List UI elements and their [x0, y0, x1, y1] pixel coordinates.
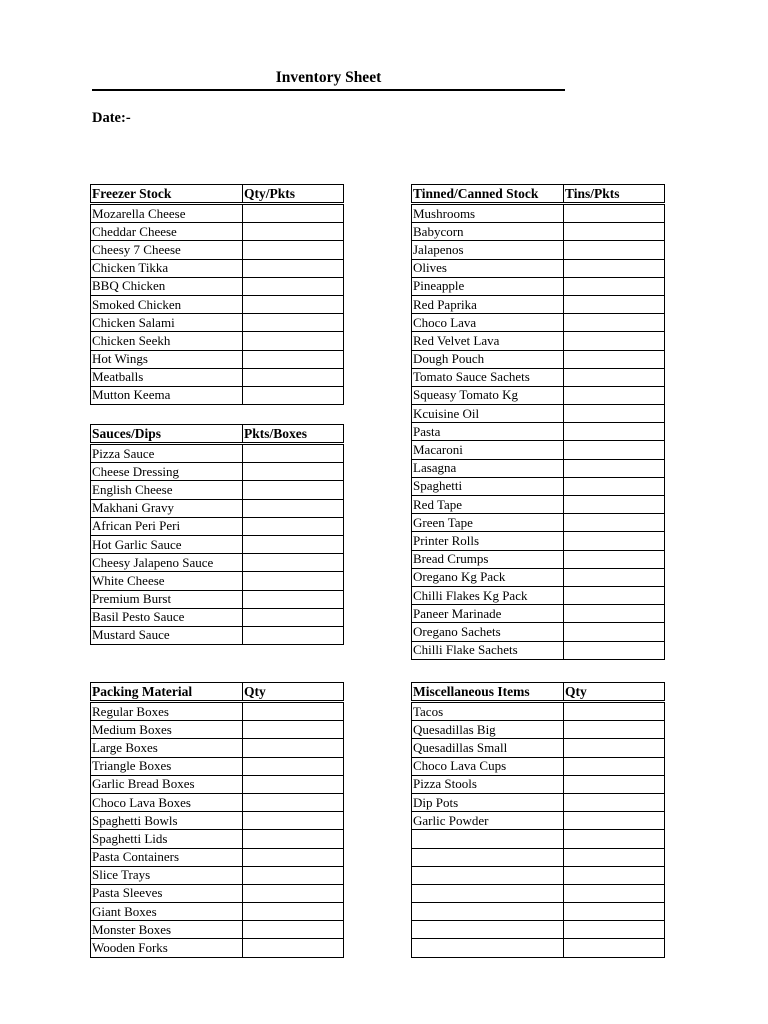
item-name-cell: Cheese Dressing [91, 463, 243, 481]
qty-cell[interactable] [564, 314, 665, 332]
misc-qty-header: Qty [564, 683, 665, 702]
table-row [412, 939, 665, 957]
item-name-cell [412, 848, 564, 866]
qty-cell[interactable] [564, 477, 665, 495]
item-name-cell: Dough Pouch [412, 350, 564, 368]
qty-cell[interactable] [243, 223, 344, 241]
table-row [412, 830, 665, 848]
table-row [91, 757, 344, 775]
qty-cell[interactable] [564, 405, 665, 423]
table-row [412, 884, 665, 902]
table-row [412, 423, 665, 441]
table-row [412, 368, 665, 386]
table-row [412, 721, 665, 739]
qty-cell[interactable] [243, 554, 344, 572]
qty-cell[interactable] [243, 350, 344, 368]
qty-cell[interactable] [564, 739, 665, 757]
item-name-cell [412, 903, 564, 921]
item-name-cell: Dip Pots [412, 793, 564, 811]
table-row [91, 721, 344, 739]
qty-cell[interactable] [243, 626, 344, 644]
table-row [91, 903, 344, 921]
item-name-cell: Pasta Sleeves [91, 884, 243, 902]
sauces-dips-header: Sauces/Dips [91, 425, 243, 444]
table-row [412, 848, 665, 866]
item-name-cell [412, 866, 564, 884]
item-name-cell: White Cheese [91, 572, 243, 590]
item-name-cell: Jalapenos [412, 241, 564, 259]
item-name-cell: BBQ Chicken [91, 277, 243, 295]
sauces-dips-table [90, 424, 344, 645]
qty-cell[interactable] [564, 884, 665, 902]
qty-cell[interactable] [243, 903, 344, 921]
qty-cell[interactable] [243, 866, 344, 884]
item-name-cell [412, 830, 564, 848]
table-row [91, 626, 344, 644]
sauces-qty-header: Pkts/Boxes [243, 425, 344, 444]
item-name-cell [412, 939, 564, 957]
table-row [412, 793, 665, 811]
qty-cell[interactable] [564, 721, 665, 739]
table-row [412, 350, 665, 368]
table-row [412, 514, 665, 532]
item-name-cell: Chilli Flakes Kg Pack [412, 586, 564, 604]
item-name-cell: Spaghetti Bowls [91, 812, 243, 830]
qty-cell[interactable] [564, 241, 665, 259]
table-row [91, 223, 344, 241]
table-row [412, 332, 665, 350]
table-row [412, 477, 665, 495]
table-row [412, 641, 665, 659]
item-name-cell: Premium Burst [91, 590, 243, 608]
qty-cell[interactable] [243, 241, 344, 259]
freezer-stock-header: Freezer Stock [91, 185, 243, 204]
table-row [412, 295, 665, 313]
qty-cell[interactable] [243, 204, 344, 223]
qty-cell[interactable] [243, 277, 344, 295]
table-row [91, 702, 344, 721]
item-name-cell: Green Tape [412, 514, 564, 532]
table-row [412, 775, 665, 793]
table-row [412, 568, 665, 586]
qty-cell[interactable] [564, 586, 665, 604]
table-row [91, 350, 344, 368]
table-row [412, 532, 665, 550]
table-row [91, 866, 344, 884]
table-row [91, 775, 344, 793]
table-row [91, 812, 344, 830]
item-name-cell: Pasta Containers [91, 848, 243, 866]
table-row [412, 259, 665, 277]
qty-cell[interactable] [243, 295, 344, 313]
miscellaneous-items-table [411, 682, 665, 958]
item-name-cell: Babycorn [412, 223, 564, 241]
qty-cell[interactable] [243, 481, 344, 499]
table-row [91, 590, 344, 608]
item-name-cell: Macaroni [412, 441, 564, 459]
freezer-qty-header: Qty/Pkts [243, 185, 344, 204]
table-row [91, 830, 344, 848]
item-name-cell: Mutton Keema [91, 386, 243, 404]
item-name-cell: Choco Lava [412, 314, 564, 332]
qty-cell[interactable] [243, 939, 344, 957]
qty-cell[interactable] [564, 496, 665, 514]
qty-cell[interactable] [243, 314, 344, 332]
table-row [412, 314, 665, 332]
item-name-cell: Hot Garlic Sauce [91, 535, 243, 553]
page-title: Inventory Sheet [92, 68, 565, 91]
table-row [412, 903, 665, 921]
qty-cell[interactable] [564, 830, 665, 848]
table-row [412, 605, 665, 623]
item-name-cell: Regular Boxes [91, 702, 243, 721]
table-row [412, 812, 665, 830]
tinned-canned-header: Tinned/Canned Stock [412, 185, 564, 204]
table-row [412, 550, 665, 568]
item-name-cell: Cheesy 7 Cheese [91, 241, 243, 259]
qty-cell[interactable] [564, 423, 665, 441]
table-row [412, 866, 665, 884]
table-row [91, 884, 344, 902]
qty-cell[interactable] [243, 608, 344, 626]
table-row [91, 277, 344, 295]
tinned-canned-table [411, 184, 665, 660]
table-row [91, 386, 344, 404]
table-row [91, 204, 344, 223]
table-row [412, 496, 665, 514]
qty-cell[interactable] [564, 812, 665, 830]
table-row [412, 459, 665, 477]
qty-cell[interactable] [564, 605, 665, 623]
table-row [91, 739, 344, 757]
item-name-cell: English Cheese [91, 481, 243, 499]
table-row [91, 848, 344, 866]
item-name-cell: Chicken Tikka [91, 259, 243, 277]
qty-cell[interactable] [564, 368, 665, 386]
table-row [412, 586, 665, 604]
item-name-cell: Medium Boxes [91, 721, 243, 739]
item-name-cell: Makhani Gravy [91, 499, 243, 517]
qty-cell[interactable] [243, 702, 344, 721]
item-name-cell: Tomato Sauce Sachets [412, 368, 564, 386]
item-name-cell: Printer Rolls [412, 532, 564, 550]
qty-cell[interactable] [564, 702, 665, 721]
qty-cell[interactable] [564, 921, 665, 939]
qty-cell[interactable] [243, 368, 344, 386]
qty-cell[interactable] [564, 641, 665, 659]
table-row [412, 277, 665, 295]
table-row [91, 517, 344, 535]
date-label: Date:- [92, 110, 131, 126]
qty-cell[interactable] [243, 812, 344, 830]
item-name-cell: Hot Wings [91, 350, 243, 368]
item-name-cell: Red Paprika [412, 295, 564, 313]
qty-cell[interactable] [564, 532, 665, 550]
table-row [91, 608, 344, 626]
item-name-cell: Choco Lava Cups [412, 757, 564, 775]
qty-cell[interactable] [564, 441, 665, 459]
qty-cell[interactable] [564, 757, 665, 775]
item-name-cell: Slice Trays [91, 866, 243, 884]
table-row [412, 921, 665, 939]
table-row [412, 623, 665, 641]
item-name-cell: Red Tape [412, 496, 564, 514]
qty-cell[interactable] [243, 793, 344, 811]
item-name-cell: Lasagna [412, 459, 564, 477]
qty-cell[interactable] [564, 903, 665, 921]
qty-cell[interactable] [243, 444, 344, 463]
qty-cell[interactable] [243, 830, 344, 848]
item-name-cell: African Peri Peri [91, 517, 243, 535]
packing-material-table [90, 682, 344, 958]
item-name-cell: Mozarella Cheese [91, 204, 243, 223]
table-row [412, 405, 665, 423]
table-row [91, 793, 344, 811]
table-row [91, 241, 344, 259]
item-name-cell: Bread Crumps [412, 550, 564, 568]
item-name-cell: Meatballs [91, 368, 243, 386]
item-name-cell: Pizza Sauce [91, 444, 243, 463]
qty-cell[interactable] [564, 550, 665, 568]
table-row [412, 739, 665, 757]
qty-cell[interactable] [564, 775, 665, 793]
qty-cell[interactable] [243, 590, 344, 608]
item-name-cell: Giant Boxes [91, 903, 243, 921]
item-name-cell: Smoked Chicken [91, 295, 243, 313]
table-row [412, 204, 665, 223]
table-row [91, 314, 344, 332]
table-row [412, 757, 665, 775]
qty-cell[interactable] [564, 223, 665, 241]
qty-cell[interactable] [564, 204, 665, 223]
table-row [91, 444, 344, 463]
qty-cell[interactable] [243, 386, 344, 404]
freezer-stock-table [90, 184, 344, 405]
table-row [91, 481, 344, 499]
qty-cell[interactable] [243, 535, 344, 553]
item-name-cell: Quesadillas Big [412, 721, 564, 739]
qty-cell[interactable] [243, 775, 344, 793]
table-row [91, 572, 344, 590]
table-row [91, 295, 344, 313]
qty-cell[interactable] [564, 295, 665, 313]
qty-cell[interactable] [243, 884, 344, 902]
packing-material-header: Packing Material [91, 683, 243, 702]
table-row [91, 499, 344, 517]
qty-cell[interactable] [564, 350, 665, 368]
qty-cell[interactable] [564, 514, 665, 532]
tinned-qty-header: Tins/Pkts [564, 185, 665, 204]
qty-cell[interactable] [243, 259, 344, 277]
qty-cell[interactable] [564, 623, 665, 641]
item-name-cell: Pizza Stools [412, 775, 564, 793]
qty-cell[interactable] [243, 572, 344, 590]
item-name-cell: Basil Pesto Sauce [91, 608, 243, 626]
packing-qty-header: Qty [243, 683, 344, 702]
qty-cell[interactable] [243, 921, 344, 939]
item-name-cell: Garlic Powder [412, 812, 564, 830]
qty-cell[interactable] [243, 757, 344, 775]
item-name-cell: Chilli Flake Sachets [412, 641, 564, 659]
table-row [91, 463, 344, 481]
table-row [91, 939, 344, 957]
item-name-cell: Cheddar Cheese [91, 223, 243, 241]
item-name-cell: Chicken Seekh [91, 332, 243, 350]
qty-cell[interactable] [564, 386, 665, 404]
qty-cell[interactable] [564, 259, 665, 277]
item-name-cell: Pasta [412, 423, 564, 441]
qty-cell[interactable] [243, 499, 344, 517]
table-row [412, 702, 665, 721]
table-row [412, 441, 665, 459]
table-row [91, 332, 344, 350]
item-name-cell: Red Velvet Lava [412, 332, 564, 350]
qty-cell[interactable] [564, 568, 665, 586]
item-name-cell: Spaghetti Lids [91, 830, 243, 848]
qty-cell[interactable] [564, 793, 665, 811]
item-name-cell: Chicken Salami [91, 314, 243, 332]
qty-cell[interactable] [564, 277, 665, 295]
item-name-cell: Mushrooms [412, 204, 564, 223]
qty-cell[interactable] [564, 848, 665, 866]
item-name-cell: Tacos [412, 702, 564, 721]
item-name-cell: Quesadillas Small [412, 739, 564, 757]
item-name-cell: Triangle Boxes [91, 757, 243, 775]
qty-cell[interactable] [243, 517, 344, 535]
table-row [91, 921, 344, 939]
miscellaneous-items-header: Miscellaneous Items [412, 683, 564, 702]
qty-cell[interactable] [564, 866, 665, 884]
qty-cell[interactable] [564, 939, 665, 957]
qty-cell[interactable] [243, 332, 344, 350]
item-name-cell: Kcuisine Oil [412, 405, 564, 423]
qty-cell[interactable] [243, 739, 344, 757]
table-row [412, 223, 665, 241]
qty-cell[interactable] [243, 848, 344, 866]
item-name-cell: Large Boxes [91, 739, 243, 757]
table-row [91, 368, 344, 386]
qty-cell[interactable] [564, 332, 665, 350]
item-name-cell: Olives [412, 259, 564, 277]
item-name-cell: Oregano Sachets [412, 623, 564, 641]
item-name-cell: Pineapple [412, 277, 564, 295]
item-name-cell: Spaghetti [412, 477, 564, 495]
qty-cell[interactable] [243, 463, 344, 481]
table-row [412, 386, 665, 404]
item-name-cell: Squeasy Tomato Kg [412, 386, 564, 404]
table-row [412, 241, 665, 259]
item-name-cell: Garlic Bread Boxes [91, 775, 243, 793]
item-name-cell: Mustard Sauce [91, 626, 243, 644]
item-name-cell: Choco Lava Boxes [91, 793, 243, 811]
table-row [91, 554, 344, 572]
qty-cell[interactable] [564, 459, 665, 477]
item-name-cell: Cheesy Jalapeno Sauce [91, 554, 243, 572]
item-name-cell: Paneer Marinade [412, 605, 564, 623]
table-row [91, 535, 344, 553]
qty-cell[interactable] [243, 721, 344, 739]
item-name-cell: Wooden Forks [91, 939, 243, 957]
item-name-cell: Monster Boxes [91, 921, 243, 939]
item-name-cell [412, 884, 564, 902]
table-row [91, 259, 344, 277]
item-name-cell [412, 921, 564, 939]
item-name-cell: Oregano Kg Pack [412, 568, 564, 586]
